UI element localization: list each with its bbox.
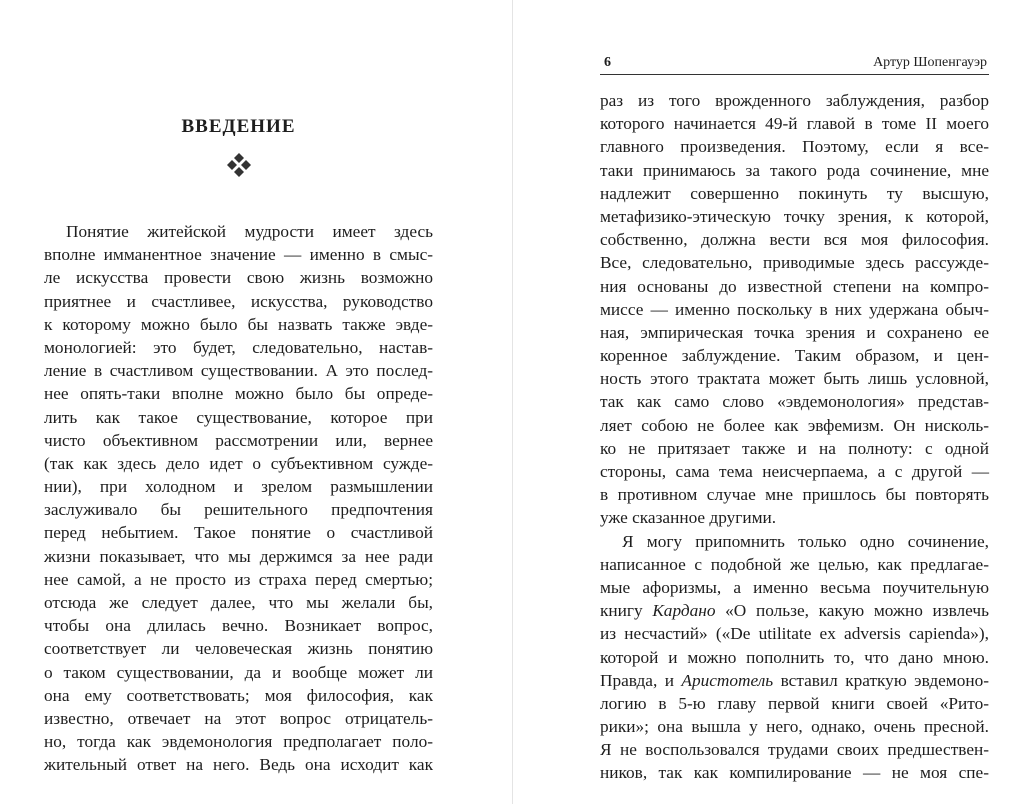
text-line: Все, следовательно, приводимые здесь рассужде- bbox=[600, 253, 989, 273]
text-line: главного произведения. Поэтому, если я все- bbox=[600, 137, 989, 157]
text-line: заслуживало бы решительного предпочтения bbox=[44, 500, 433, 520]
italic-name: Аристотель bbox=[681, 670, 774, 690]
text-line: раз из того врожденного заблуждения, разбор bbox=[600, 91, 989, 110]
text-line: ная, эмпирическая точка зрения и сохранено ее bbox=[600, 322, 989, 342]
text-line: логию в 5-ю главу первой книги своей «Рито- bbox=[600, 693, 989, 713]
text-line: отсюда же следует далее, что мы желали бы, bbox=[44, 593, 433, 612]
text-line: известно, отвечает на этот вопрос отрицатель- bbox=[44, 708, 433, 728]
italic-name: Кардано bbox=[652, 601, 716, 621]
left-body-text bbox=[44, 220, 433, 777]
text-line: она ему соответствовать; моя философия, как bbox=[44, 685, 433, 705]
text-line: миссе — именно поскольку в них удержана обыч- bbox=[600, 299, 989, 319]
text-line: в противном случае мне пришлось бы повторять bbox=[600, 485, 989, 505]
text-line: метафизико-этическую точку зрения, к которой, bbox=[600, 206, 989, 226]
diamond-fleuron-icon bbox=[226, 152, 252, 178]
text-line: которого начинается 49-й главой в томе II моего bbox=[600, 114, 989, 134]
text-line: так как само слово «эвдемонология» представ- bbox=[600, 392, 989, 412]
text-line: собственно, должна вести вся моя философия. bbox=[600, 230, 989, 250]
text-line: уже сказанное другими. bbox=[600, 508, 777, 528]
text-line: нии), при холодном и зрелом размышлении bbox=[44, 477, 433, 497]
text-line: ко не притязает также и на полноту: с одной bbox=[600, 438, 989, 458]
text-line: ляет собою не более как эвфемизм. Он нисколь- bbox=[600, 415, 989, 435]
text-line: вполне имманентное значение — именно в смыс- bbox=[44, 245, 433, 265]
text-line: (так как здесь дело идет о субъективном сужде- bbox=[44, 453, 433, 473]
text-line: из несчастий» («De utilitate ex adversis capienda»), bbox=[600, 624, 989, 644]
text-line: лить как такое существование, которое при bbox=[44, 407, 433, 427]
text-line: ность этого трактата может быть лишь условной, bbox=[600, 369, 989, 389]
right-page bbox=[513, 0, 1019, 804]
text-line: написанное с подобной же целью, как предлагае- bbox=[600, 554, 989, 574]
text-line: чисто объективном рассмотрении или, вернее bbox=[44, 430, 433, 450]
text-line: нее опять-таки вполне можно было бы опреде- bbox=[44, 384, 433, 404]
text-line: ле искусства провести свою жизнь возможно bbox=[44, 268, 433, 288]
text-line: к которому можно было бы назвать также эвде- bbox=[44, 314, 433, 334]
chapter-title: ВВЕДЕНИЕ bbox=[181, 116, 296, 137]
text-line: но, тогда как эвдемонология предполагает поло- bbox=[44, 732, 433, 752]
text-line: мые афоризмы, а именно весьма поучительную bbox=[600, 577, 989, 597]
text-line: чтобы она длилась вечно. Возникает вопрос, bbox=[44, 616, 433, 636]
text-line: жизни показывает, что мы держимся за нее ради bbox=[44, 546, 433, 566]
text-line: таки принимаюсь за такого рода сочинение, мне bbox=[600, 160, 989, 180]
text-line: стороны, сама тема неисчерпаема, а с другой — bbox=[600, 462, 989, 481]
text-line: коренное заблуждение. Таким образом, и цен- bbox=[600, 346, 989, 366]
text-line: ление в счастливом существовании. А это послед- bbox=[44, 361, 433, 381]
text-line: книгу Кардано «О пользе, какую можно извлечь bbox=[600, 601, 989, 621]
text-line: надлежит совершенно покинуть ту высшую, bbox=[600, 183, 989, 203]
text-line: нее самой, а не просто из страха перед смертью; bbox=[44, 569, 433, 589]
running-head bbox=[600, 52, 989, 75]
text-line: ников, так как компилирование — не моя спе- bbox=[600, 763, 989, 783]
page-number: 6 bbox=[604, 55, 611, 70]
text-line: которой и можно пополнить то, что дано мною. bbox=[600, 647, 989, 667]
right-body-text bbox=[600, 89, 989, 785]
text-line: перед небытием. Такое понятие о счастливой bbox=[44, 523, 433, 543]
text-line: жительный ответ на него. Ведь она исходит как bbox=[44, 755, 433, 775]
text-line: приятнее и счастливее, искусства, руководство bbox=[44, 291, 433, 311]
text-line: соответствует ли человеческая жизнь понятию bbox=[44, 639, 433, 659]
text-line: Я могу припомнить только одно сочинение, bbox=[622, 531, 989, 551]
running-head-author: Артур Шопенгауэр bbox=[873, 55, 987, 70]
text-line: Правда, и Аристотель вставил краткую эвдемоно- bbox=[600, 670, 989, 690]
text-line: Понятие житейской мудрости имеет здесь bbox=[66, 222, 433, 241]
text-line: Я не воспользовался трудами своих предшествен- bbox=[600, 740, 989, 760]
text-line: монологией: это будет, следовательно, настав- bbox=[44, 337, 433, 357]
text-line: ния основаны до известной степени на компро- bbox=[600, 276, 989, 296]
text-line: рики»; она вышла у него, однако, очень пресной. bbox=[600, 717, 989, 737]
text-line: о таком существовании, да и вообще может ли bbox=[44, 662, 433, 682]
